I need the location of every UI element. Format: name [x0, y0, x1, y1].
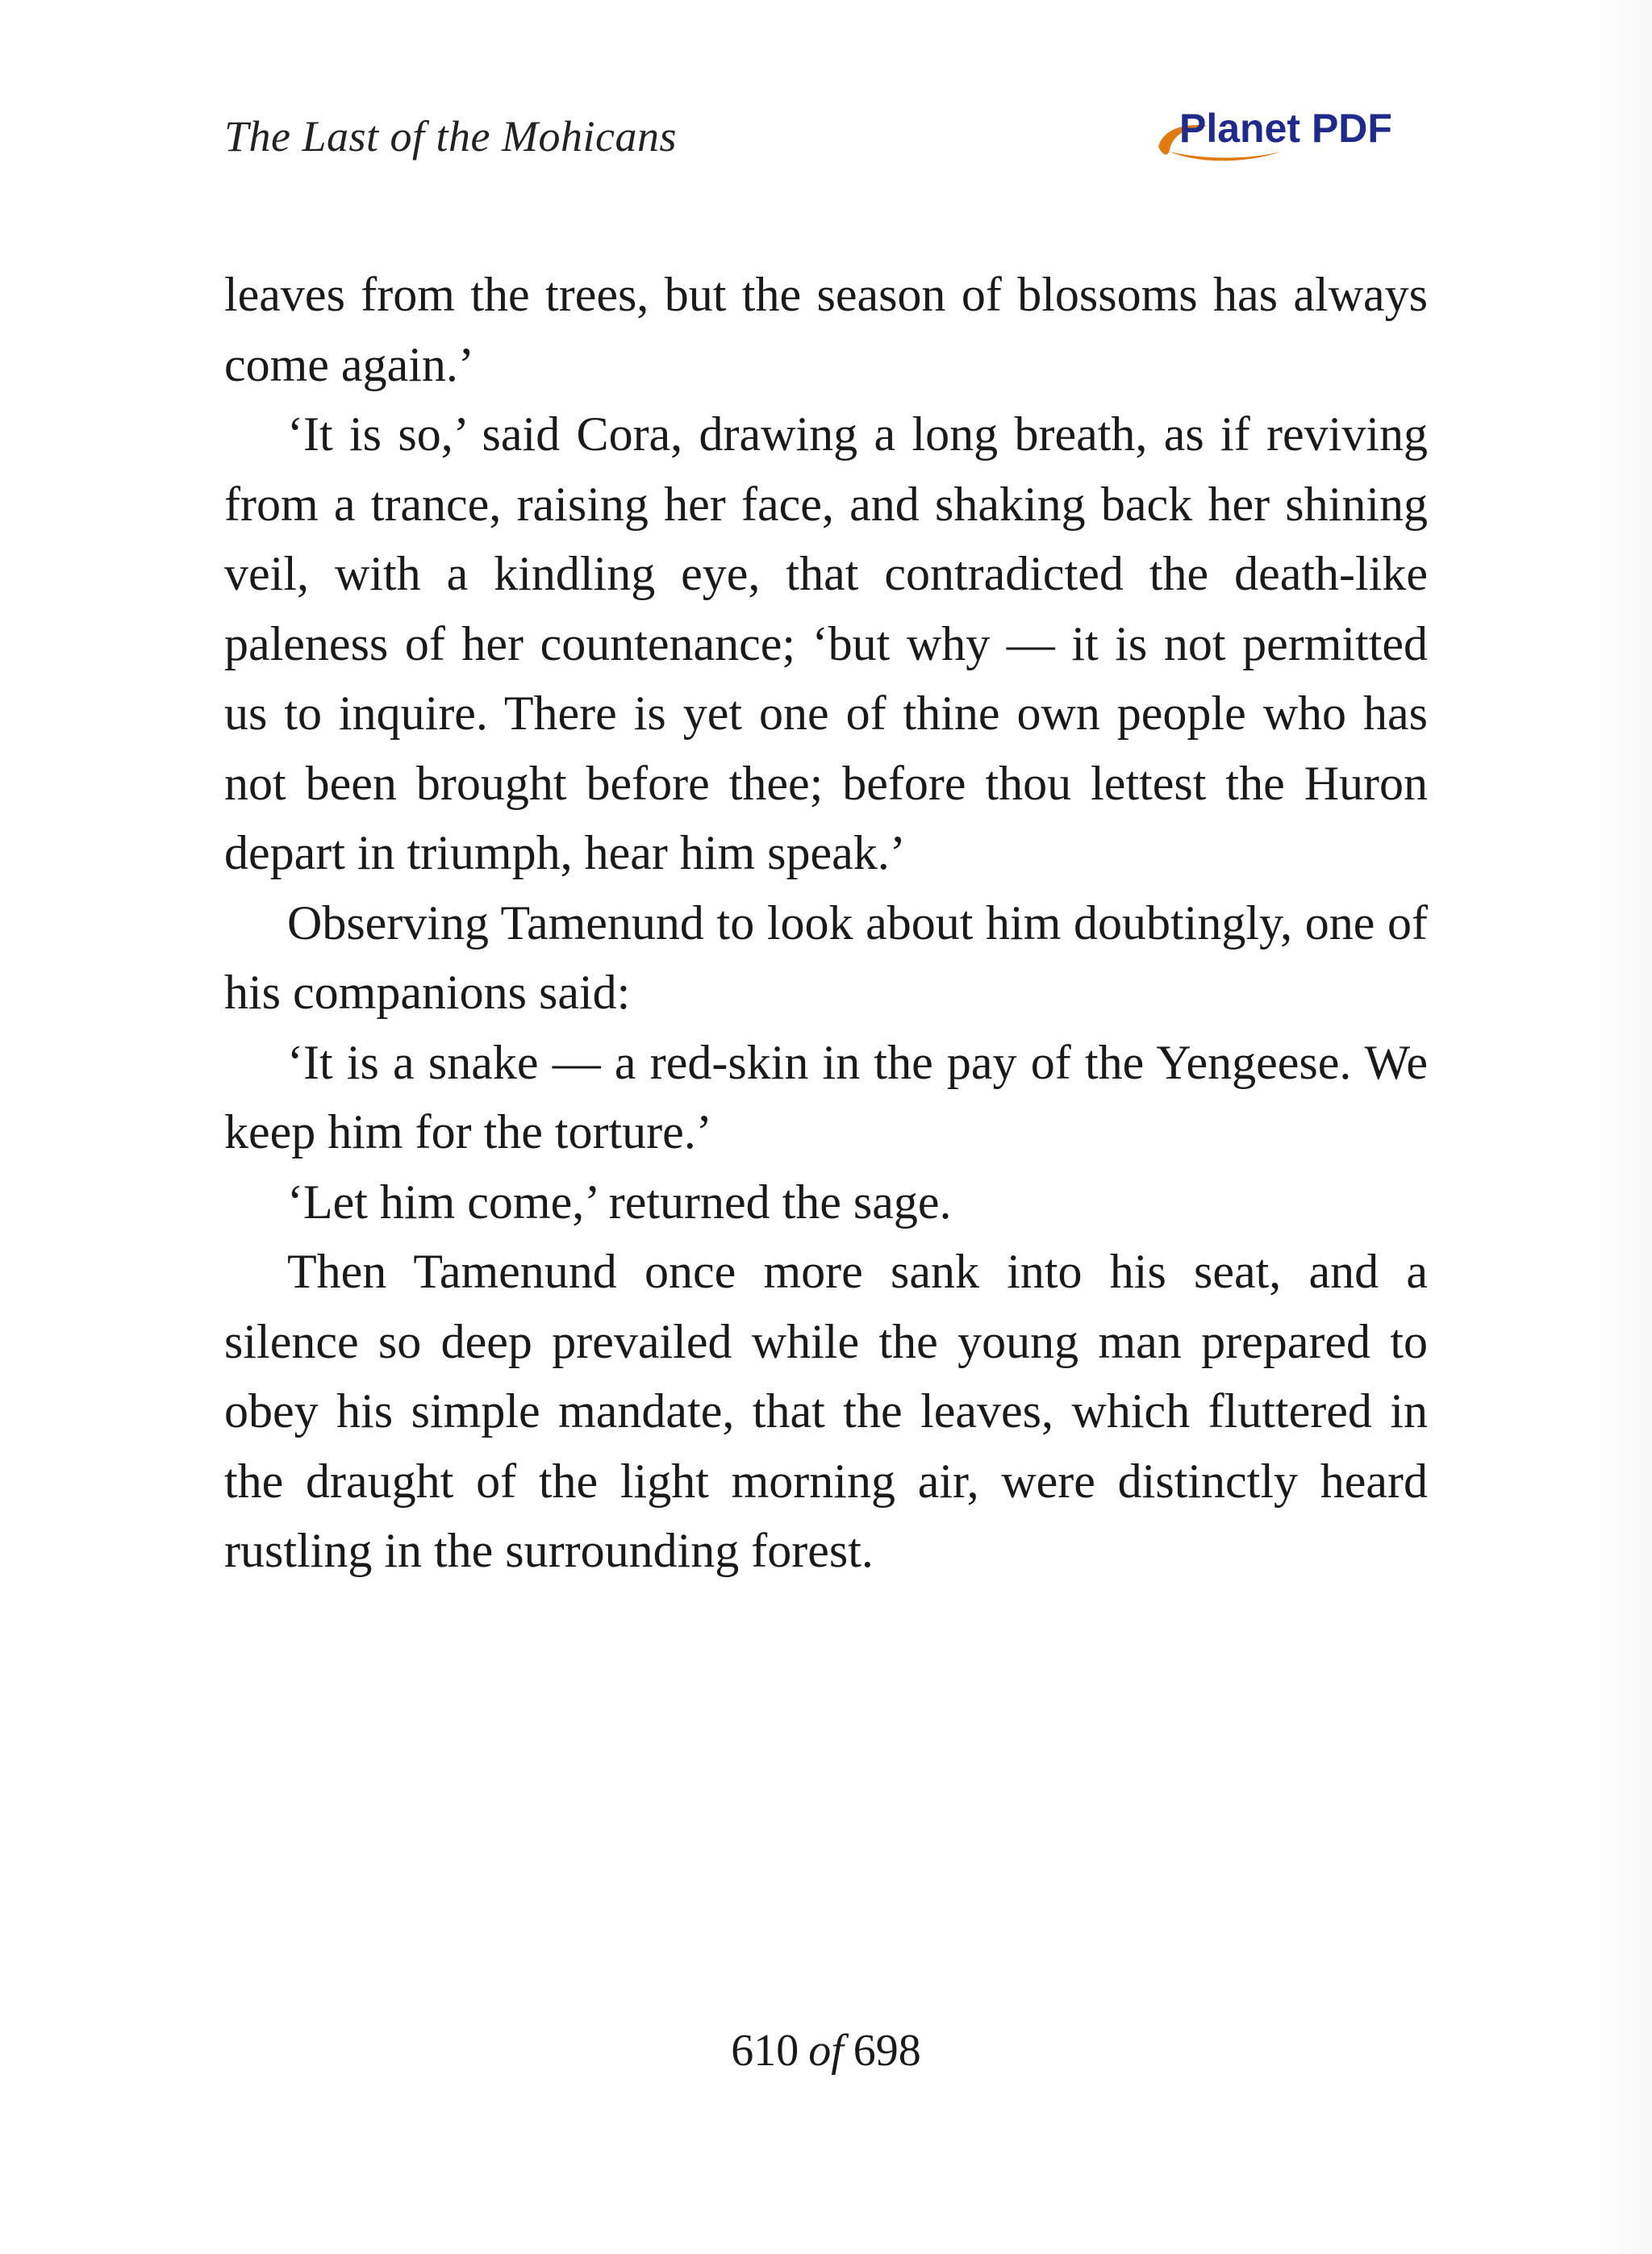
paragraph: ‘Let him come,’ returned the sage.: [287, 1175, 952, 1229]
page-body: [224, 260, 1428, 1586]
total-page-count: 698: [853, 2026, 921, 2076]
paragraph: ‘It is a snake — a red-skin in the pay of the Yengeese. We keep him for the torture.’: [224, 1035, 1428, 1158]
paragraph: ‘It is so,’ said Cora, drawing a long breath, as if reviving from a trance, raising her face, and shaking back her shining veil, with a kindling eye, that contradicted the death-like paleness of her countenance; ‘but why — it is not permitted us to inquire. There is yet one of thine own people who has not been brought before thee; before thou lettest the Huron depart in triumph, hear him speak.’: [224, 407, 1428, 879]
page-header: [224, 103, 1428, 176]
logo-text: Planet PDF: [1179, 106, 1392, 151]
page-edge-shadow: [1587, 0, 1652, 2254]
paragraph: Observing Tamenund to look about him doubtingly, one of his companions said:: [224, 895, 1428, 1019]
planet-pdf-logo[interactable]: [1152, 105, 1418, 169]
running-title: The Last of the Mohicans: [224, 112, 677, 161]
current-page-number: 610: [731, 2026, 799, 2076]
page-number: [0, 2025, 1652, 2077]
page-of-label: of: [808, 2026, 844, 2076]
paragraph: leaves from the trees, but the season of blossoms has always come again.’: [224, 268, 1428, 391]
paragraph: Then Tamenund once more sank into his seat, and a silence so deep prevailed while the young man prepared to obey his simple mandate, that the leaves, which fluttered in the draught of the light morning air, were distinctly heard rustling in the surrounding forest.: [224, 1245, 1428, 1577]
